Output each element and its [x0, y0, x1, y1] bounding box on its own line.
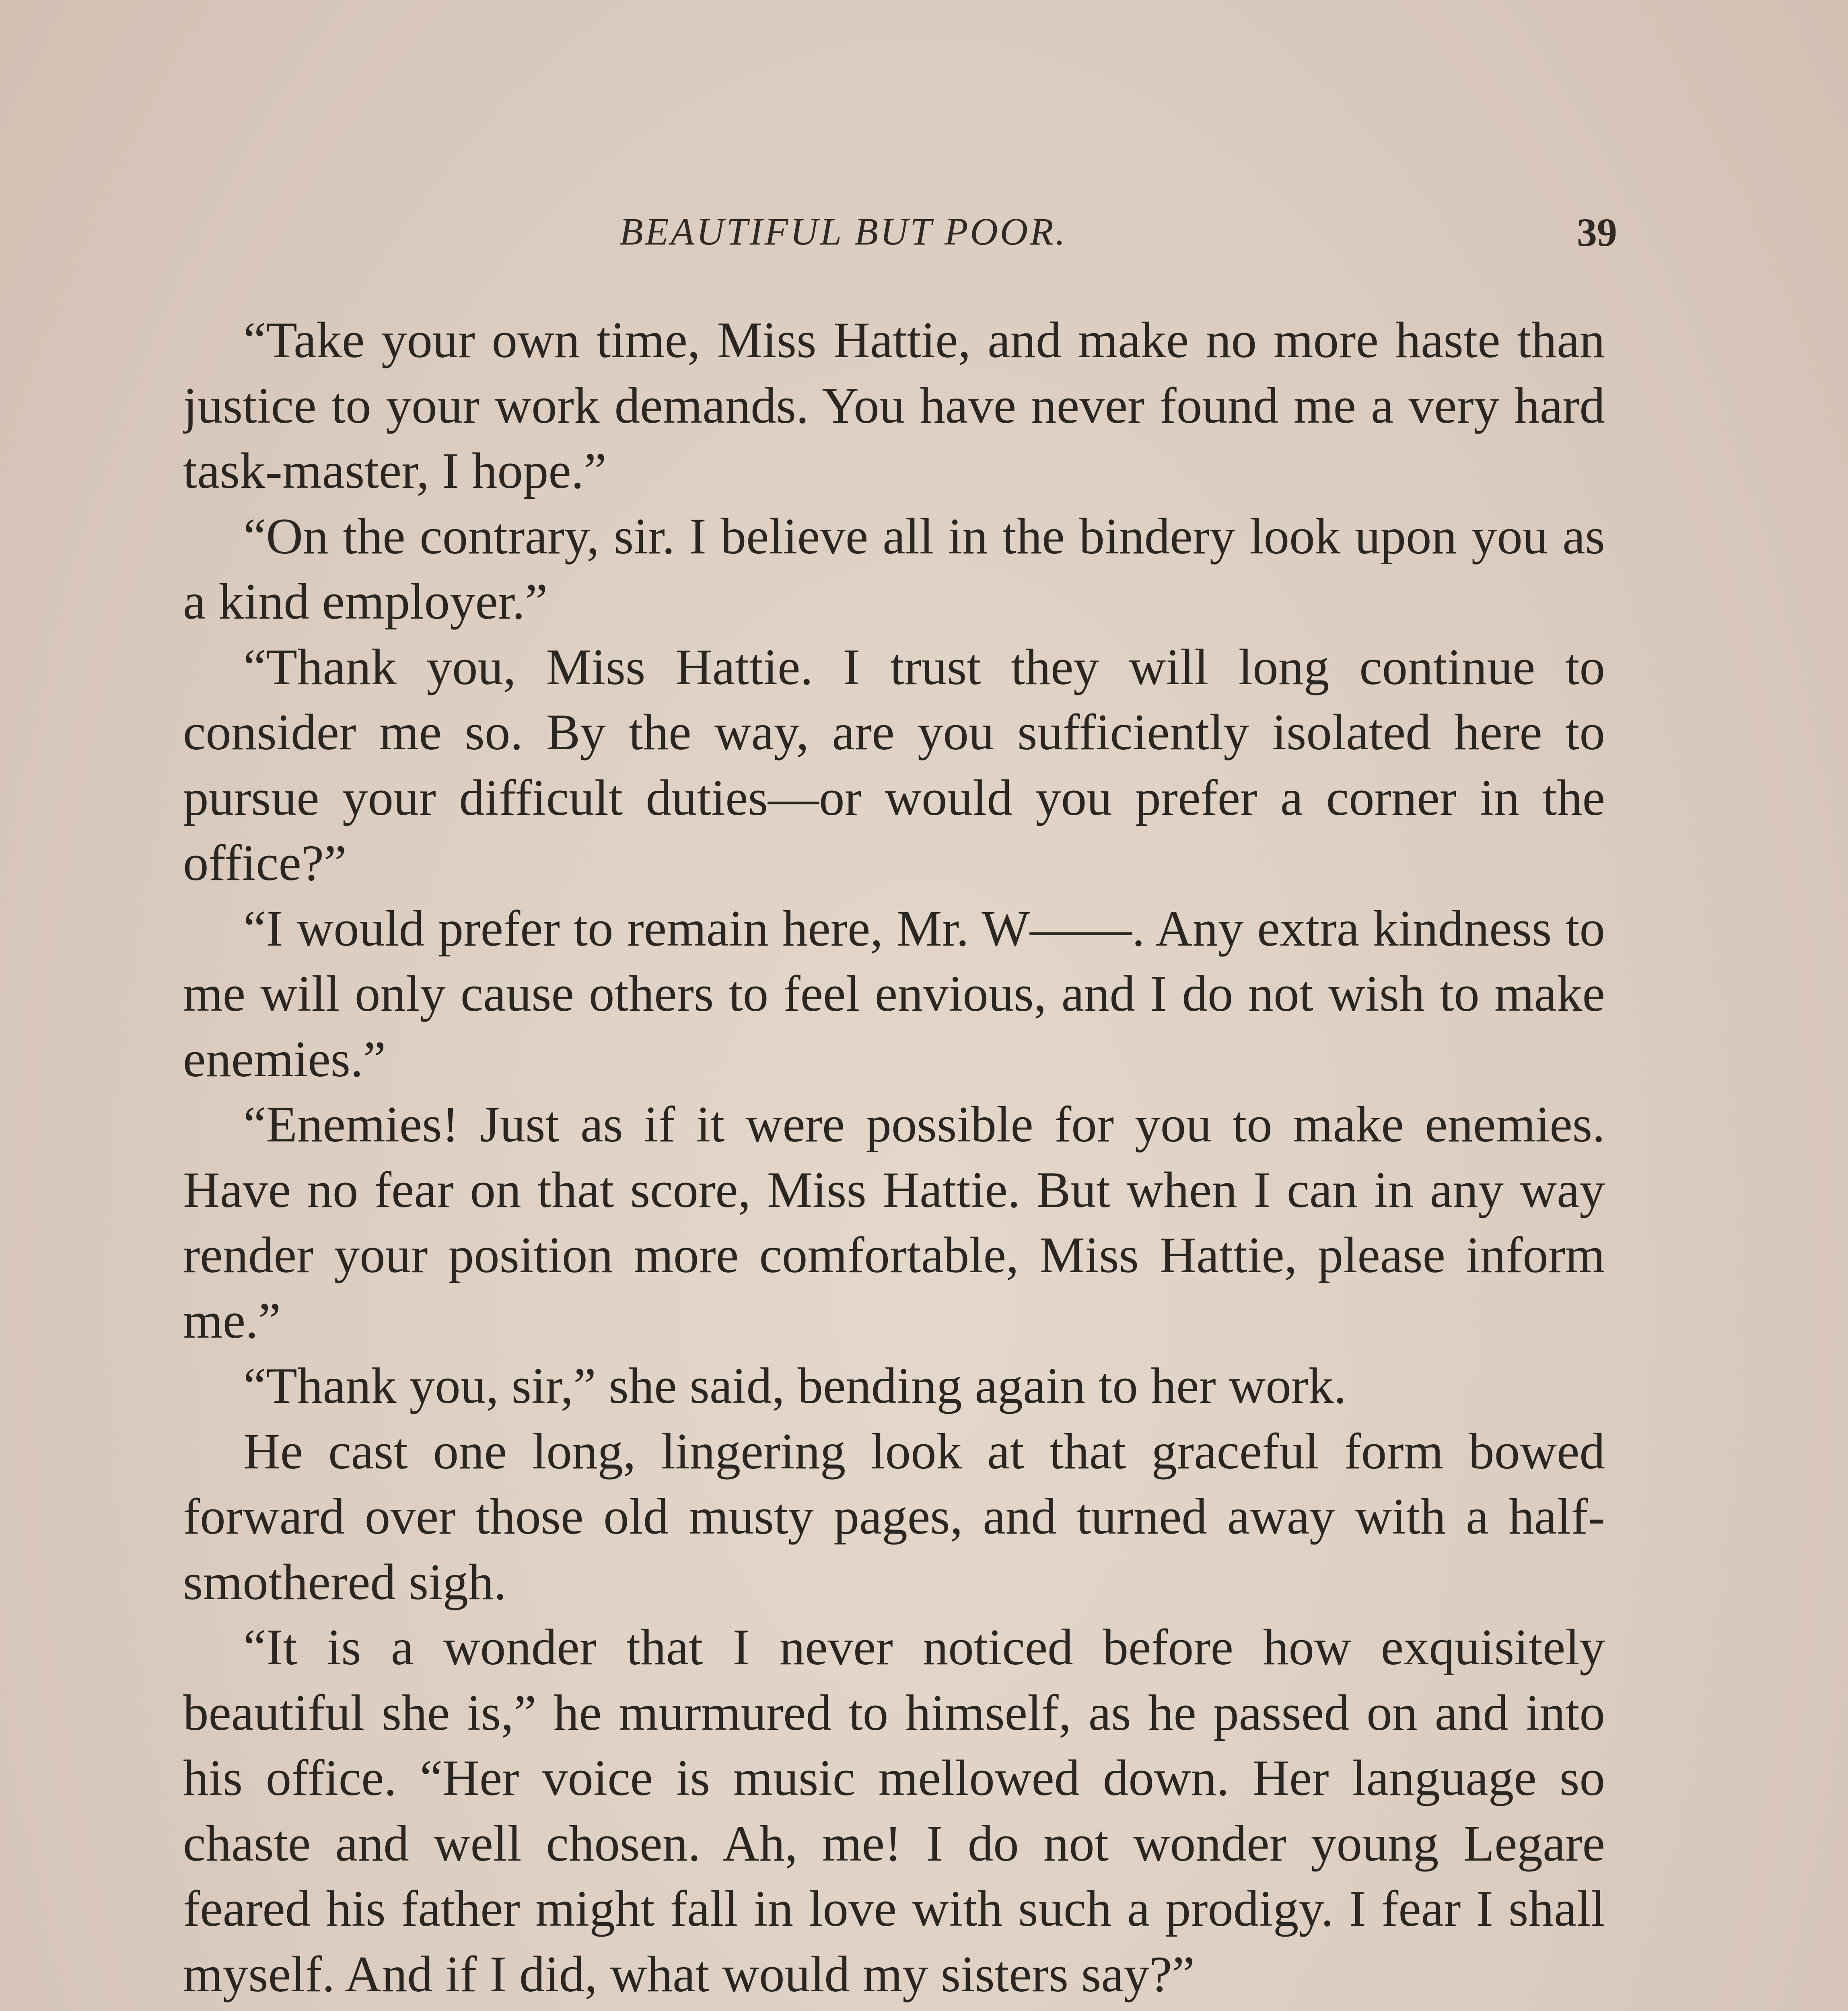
paragraph: He cast one long, lingering look at that graceful form bowed forward over those old musty pages, and turned away with a half-smothered sigh. [183, 1423, 1605, 1610]
page-number: 39 [1577, 210, 1617, 255]
paragraph: “It is a wonder that I never noticed before how exquisitely beautiful she is,” he murmured to himself, as he passed on and into his office. “Her voice is music mellowed down. Her language so chaste and well chosen. Ah, me! I do not wonder young Legare feared his father might fall in love with such a prodigy. I fear I shall myself. And if I did, what would my sisters say?” [183, 1619, 1605, 2003]
paragraph: “Take your own time, Miss Hattie, and make no more haste than justice to your work demands. You have never found me a very hard task-master, I hope.” [183, 312, 1605, 499]
paragraph: “Thank you, Miss Hattie. I trust they will long continue to consider me so. By the way, are you sufficiently isolated here to pursue your difficult duties—or would you prefer a corner in the office?” [183, 639, 1605, 891]
paragraph: “Enemies! Just as if it were possible for you to make enemies. Have no fear on that score, Miss Hattie. But when I can in any way render your position more comfortable, Miss Hattie, please inform me.” [183, 1096, 1605, 1349]
paragraph [183, 2007, 1605, 2011]
paragraph: “On the contrary, sir. I believe all in the bindery look upon you as a kind employer.” [183, 508, 1605, 630]
paragraph: “Thank you, sir,” she said, bending again to her work. [243, 1358, 1347, 1414]
running-title: BEAUTIFUL BUT POOR. [619, 210, 1067, 253]
running-head [185, 209, 1617, 273]
paragraph: “I would prefer to remain here, Mr. W——. Any extra kindness to me will only cause others to feel envious, and I do not wish to make enemies.” [183, 900, 1605, 1088]
body-text [183, 308, 1605, 2011]
